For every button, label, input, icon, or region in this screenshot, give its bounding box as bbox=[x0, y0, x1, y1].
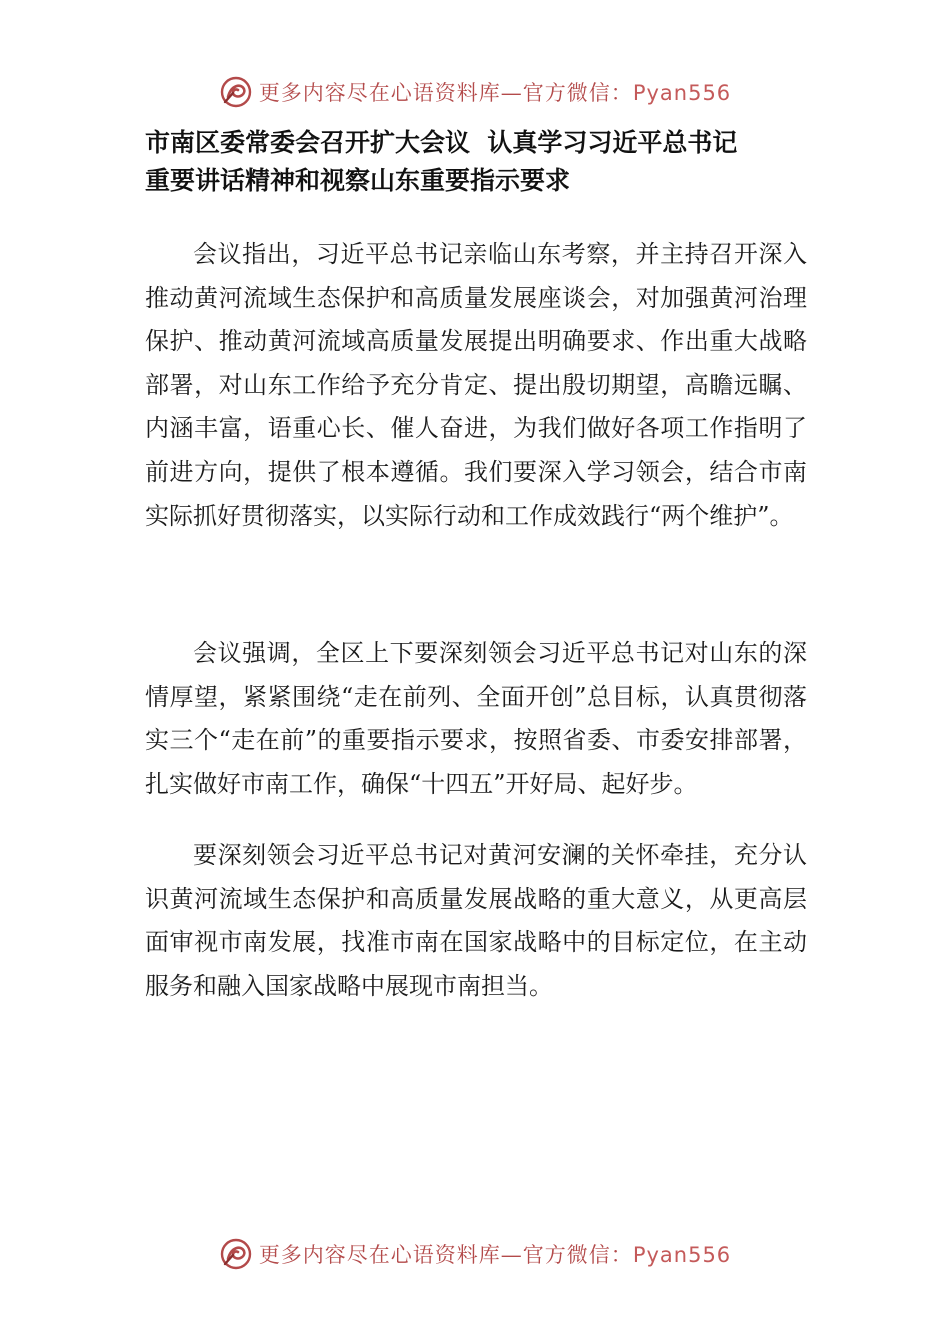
footer-watermark bbox=[0, 1234, 950, 1274]
wechat-id: Pyan556 bbox=[632, 1243, 732, 1267]
watermark-text: 更多内容尽在心语资料库—官方微信：Pyan556 bbox=[258, 1243, 732, 1267]
paragraph-1: 会议指出，习近平总书记亲临山东考察，并主持召开深入推动黄河流域生态保护和高质量发展座谈会，对加强黄河治理保护、推动黄河流域高质量发展提出明确要求、作出重大战略部署，对山东工作给予充分肯定、提出殷切期望，高瞻远瞩、内涵丰富，语重心长、催人奋进，为我们做好各项工作指明了前进方向，提供了根本遵循。我们要深入学习领会，结合市南实际抓好贯彻落实，以实际行动和工作成效践行“两个维护”。 bbox=[145, 240, 807, 530]
swirl-logo-icon bbox=[219, 75, 253, 109]
paragraph-2: 会议强调，全区上下要深刻领会习近平总书记对山东的深情厚望，紧紧围绕“走在前列、全面开创”总目标，认真贯彻落实三个“走在前”的重要指示要求，按照省委、市委安排部署，扎实做好市南工作，确保“十四五”开好局、起好步。 bbox=[145, 639, 807, 798]
document-title bbox=[145, 124, 815, 200]
wechat-id: Pyan556 bbox=[632, 81, 732, 105]
paragraph-3: 要深刻领会习近平总书记对黄河安澜的关怀牵挂，充分认识黄河流域生态保护和高质量发展战略的重大意义，从更高层面审视市南发展，找准市南在国家战略中的目标定位，在主动服务和融入国家战略中展现市南担当。 bbox=[145, 841, 807, 1000]
title-line-2: 重要讲话精神和视察山东重要指示要求 bbox=[145, 166, 571, 195]
swirl-logo-icon bbox=[219, 1237, 253, 1271]
title-line-1: 市南区委常委会召开扩大会议 认真学习习近平总书记 bbox=[145, 128, 738, 157]
header-watermark bbox=[0, 72, 950, 112]
watermark-text: 更多内容尽在心语资料库—官方微信：Pyan556 bbox=[258, 81, 732, 105]
